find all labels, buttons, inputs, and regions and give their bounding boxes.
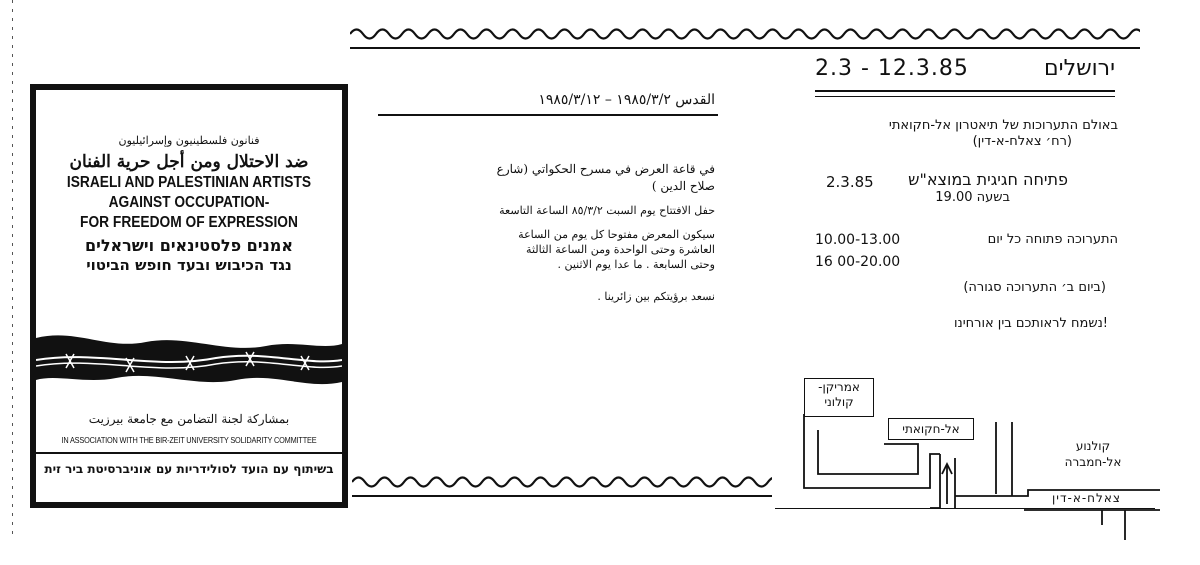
arabic-date-underline: [378, 114, 718, 116]
poster-inner: [36, 90, 342, 502]
poster-arabic-artists: فنانون فلسطينيون وإسرائيليون: [118, 134, 260, 147]
map-cinema-line1: קולנוע: [1075, 439, 1111, 453]
arabic-venue-line2: صلاح الدين ): [651, 179, 715, 193]
map-streets: [780, 400, 1160, 540]
hebrew-title-underline-thin: [815, 96, 1115, 97]
poster-english-line1: ISRAELI AND PALESTINIAN ARTISTS: [66, 174, 312, 191]
hebrew-closed-note: (ביום ב׳ התערוכה סגורה): [963, 280, 1106, 295]
barbed-wire-illustration: [36, 320, 342, 400]
left-dotted-edge: [12, 0, 13, 540]
exhibition-poster: [30, 84, 348, 508]
poster-divider: [36, 452, 342, 454]
hebrew-opening-time: בשעה 19.00: [935, 190, 1010, 205]
hebrew-venue-line2: (רח׳ צאלח-א-דין): [972, 134, 1072, 149]
hebrew-title-underline: [815, 90, 1115, 92]
poster-hebrew-line2: נגד הכיבוש ובעד חופש הביטוי: [86, 256, 292, 274]
poster-hebrew-line1: אמנים פלסטינאים וישראלים: [84, 236, 294, 255]
map-al-hakawati-label: אל-חקואתי: [888, 418, 974, 440]
arabic-welcome-line: نسعد برؤيتكم بين زائرينا .: [597, 290, 715, 303]
poster-arabic-association: بمشاركة لجنة التضامن مع جامعة بيرزيت: [88, 412, 290, 426]
arabic-hours-line2: العاشرة وحتى الواحدة ومن الساعة الثالثة: [526, 243, 715, 256]
hebrew-welcome: !נשמח לראותכם בין אורחינו: [953, 316, 1108, 331]
bottom-wave-border: [352, 470, 772, 500]
hebrew-opening-label: פתיחה חגיגית במוצא"ש: [908, 170, 1068, 189]
hebrew-hours-label: התערוכה פתוחה כל יום: [987, 232, 1118, 247]
poster-english-line2: AGAINST OCCUPATION-: [108, 194, 270, 211]
top-wave-border: [350, 22, 1140, 52]
arabic-opening-line: حفل الافتتاح يوم السبت ٨٥/٣/٢ الساعة التاسعة: [499, 204, 715, 217]
hebrew-title-city: ירושלים: [1044, 56, 1115, 81]
hebrew-opening-date: 2.3.85: [826, 173, 874, 191]
map-street-label: צאלח-א-דין: [1052, 491, 1121, 505]
hebrew-venue-line1: באולם התערוכות של תיאטרון אל-חקואתי: [888, 118, 1118, 133]
poster-hebrew-association: בשיתוף עם הועד לסולידריות עם אוניברסיטת ביר זית: [44, 462, 334, 476]
hebrew-hours-afternoon: 16 00-20.00: [815, 254, 901, 270]
hebrew-hours-morning: 10.00-13.00: [815, 232, 901, 248]
map-cinema-line2: אל-חמברה: [1064, 455, 1122, 469]
arabic-date-line: القدس ١٩٨٥/٣/٢ – ١٩٨٥/٣/١٢: [538, 92, 715, 108]
arabic-venue-line1: في قاعة العرض في مسرح الحكواتي (شارع: [496, 162, 715, 176]
poster-arabic-title: ضد الاحتلال ومن أجل حرية الفنان: [69, 152, 309, 172]
arabic-hours-line3: وحتى السابعة . ما عدا يوم الاثنين .: [557, 258, 715, 271]
poster-english-association: IN ASSOCIATION WITH THE BIR-ZEIT UNIVERSITY SOLIDARITY COMMITTEE: [61, 436, 317, 445]
arabic-hours-line1: سيكون المعرض مفتوحا كل يوم من الساعة: [518, 228, 715, 241]
map-american-colony-label: אמריקן- קולוני: [804, 378, 874, 417]
poster-english-line3: FOR FREEDOM OF EXPRESSION: [80, 214, 298, 231]
hebrew-title-dates: 2.3 - 12.3.85: [815, 56, 969, 81]
